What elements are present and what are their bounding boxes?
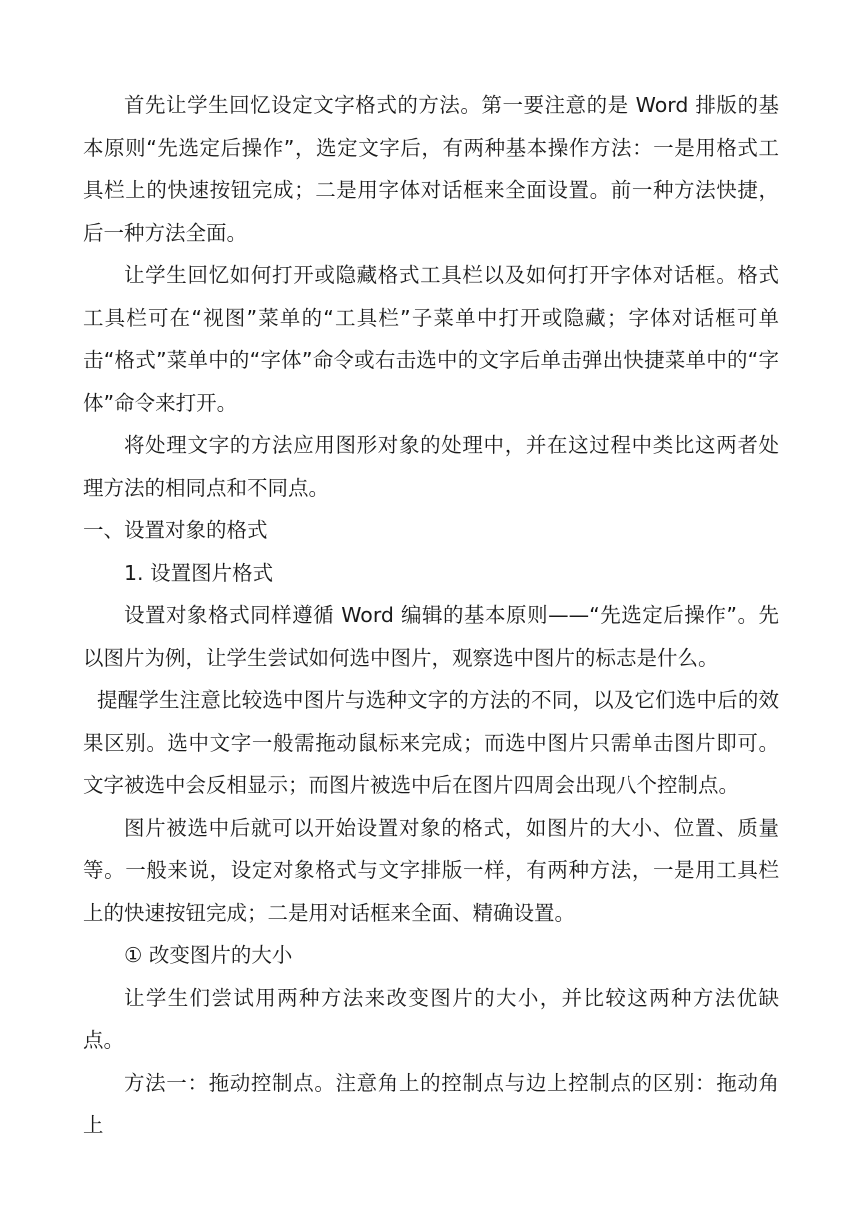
subsection-heading: 1. 设置图片格式 <box>124 560 274 585</box>
paragraph-select-principle: 设置对象格式同样遵循 Word 编辑的基本原则——“先选定后操作”。先以图片为例，让学生尝试如何选中图片，观察选中图片的标志是什么。 <box>83 603 779 670</box>
item-heading-resize: ① 改变图片的大小 <box>124 943 293 967</box>
paragraph-compare: 提醒学生注意比较选中图片与选种文字的方法的不同，以及它们选中后的效果区别。选中文字一般需拖动鼠标来完成；而选中图片只需单击图片即可。文字被选中会反相显示；而图片被选中后在图片四周会出现八个控制点。 <box>83 688 779 797</box>
document-page <box>83 84 779 1147</box>
paragraph-try-methods: 让学生们尝试用两种方法来改变图片的大小，并比较这两种方法优缺点。 <box>83 985 779 1052</box>
paragraph-format-methods: 图片被选中后就可以开始设置对象的格式，如图片的大小、位置、质量等。一般来说，设定对象格式与文字排版一样，有两种方法，一是用工具栏上的快速按钮完成；二是用对话框来全面、精确设置。 <box>83 815 779 925</box>
section-heading: 一、设置对象的格式 <box>83 518 268 542</box>
paragraph-toolbar: 让学生回忆如何打开或隐藏格式工具栏以及如何打开字体对话框。格式工具栏可在“视图”菜单的“工具栏”子菜单中打开或隐藏；字体对话框可单击“格式”菜单中的“字体”命令或右击选中的文字后单击弹出快捷菜单中的“字体”命令来打开。 <box>83 263 779 415</box>
paragraph-apply: 将处理文字的方法应用图形对象的处理中，并在这过程中类比这两者处理方法的相同点和不同点。 <box>83 433 779 500</box>
paragraph-intro: 首先让学生回忆设定文字格式的方法。第一要注意的是 Word 排版的基本原则“先选定后操作”，选定文字后，有两种基本操作方法：一是用格式工具栏上的快速按钮完成；二是用字体对话框来全面设置。前一种方法快捷，后一种方法全面。 <box>83 93 779 245</box>
paragraph-method-one: 方法一：拖动控制点。注意角上的控制点与边上控制点的区别：拖动角上 <box>83 1070 779 1137</box>
